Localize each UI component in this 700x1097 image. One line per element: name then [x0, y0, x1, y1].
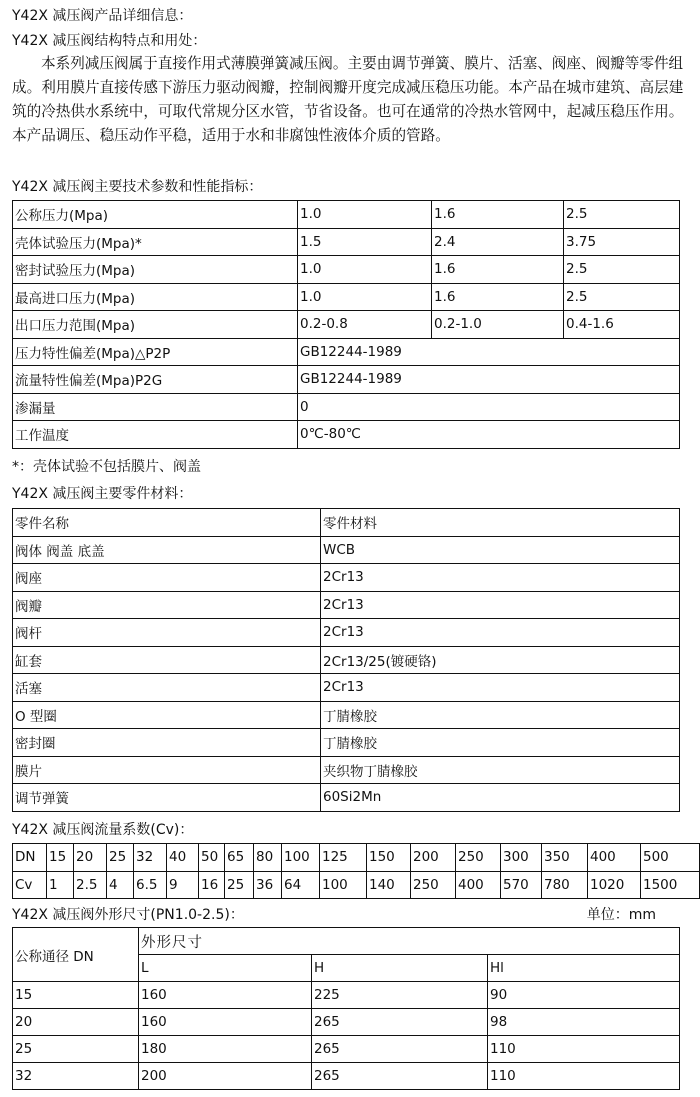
h-value: 265 — [312, 1036, 488, 1063]
part-material: 2Cr13 — [321, 591, 680, 619]
l-value: 200 — [139, 1063, 312, 1090]
part-name: 膜片 — [13, 756, 321, 784]
column-header-dn: 公称通径 DN — [13, 928, 139, 982]
h-value: 265 — [312, 1063, 488, 1090]
part-name: 阀体 阀盖 底盖 — [13, 536, 321, 564]
dn-value: 15 — [47, 844, 74, 872]
dn-value: 25 — [13, 1036, 139, 1063]
row-label: Cv — [13, 871, 47, 899]
part-material: 丁腈橡胶 — [321, 729, 680, 757]
param-value: 0.4-1.6 — [564, 311, 680, 339]
param-value: 2.5 — [564, 256, 680, 284]
dn-value: 20 — [13, 1009, 139, 1036]
dn-value: 350 — [542, 844, 588, 872]
dn-value: 20 — [74, 844, 107, 872]
table-row — [13, 338, 680, 366]
cv-value: 570 — [501, 871, 542, 899]
tech-params-title: Y42X 减压阀主要技术参数和性能指标： — [12, 179, 263, 195]
dn-value: 25 — [107, 844, 134, 872]
param-value: 1.0 — [298, 256, 432, 284]
description — [12, 52, 684, 148]
table-row — [13, 756, 680, 784]
l-value: 160 — [139, 1009, 312, 1036]
table-row — [13, 1036, 680, 1063]
param-value: 0 — [298, 393, 680, 421]
param-name: 压力特性偏差(Mpa)△P2P — [13, 338, 298, 366]
param-value: 2.5 — [564, 283, 680, 311]
cv-value: 100 — [320, 871, 367, 899]
table-row-cv — [13, 871, 700, 899]
cv-value: 16 — [199, 871, 225, 899]
column-header-hl: Hl — [488, 955, 680, 982]
part-name: 阀瓣 — [13, 591, 321, 619]
h-value: 265 — [312, 1009, 488, 1036]
param-value: 2.4 — [432, 228, 564, 256]
param-value: 3.75 — [564, 228, 680, 256]
part-name: 阀座 — [13, 564, 321, 592]
param-value: 1.6 — [432, 256, 564, 284]
part-material: 丁腈橡胶 — [321, 701, 680, 729]
part-name: 缸套 — [13, 646, 321, 674]
cv-value: 780 — [542, 871, 588, 899]
cv-value: 64 — [282, 871, 320, 899]
param-value: 1.0 — [298, 201, 432, 229]
part-material: 夹织物丁腈橡胶 — [321, 756, 680, 784]
dn-value: 150 — [367, 844, 411, 872]
param-name: 渗漏量 — [13, 393, 298, 421]
part-name: 密封圈 — [13, 729, 321, 757]
table-row — [13, 564, 680, 592]
h-value: 225 — [312, 982, 488, 1009]
param-value: 1.6 — [432, 283, 564, 311]
dn-value: 40 — [167, 844, 199, 872]
cv-value: 36 — [254, 871, 282, 899]
table-row — [13, 674, 680, 702]
table-row-dn — [13, 844, 700, 872]
cv-value: 1020 — [588, 871, 641, 899]
table-row — [13, 982, 680, 1009]
dn-value: 125 — [320, 844, 367, 872]
param-name: 密封试验压力(Mpa) — [13, 256, 298, 284]
dn-value: 300 — [501, 844, 542, 872]
cv-value: 1500 — [641, 871, 700, 899]
table-row — [13, 283, 680, 311]
flow-coefficient-title: Y42X 减压阀流量系数(Cv)： — [12, 822, 194, 838]
part-material: 60Si2Mn — [321, 784, 680, 812]
cv-value: 2.5 — [74, 871, 107, 899]
part-material: 2Cr13 — [321, 564, 680, 592]
param-value: 0℃-80℃ — [298, 421, 680, 449]
hl-value: 110 — [488, 1036, 680, 1063]
dn-value: 100 — [282, 844, 320, 872]
tech-params-table — [12, 200, 680, 449]
cv-value: 6.5 — [134, 871, 167, 899]
column-header-l: L — [139, 955, 312, 982]
table-row — [13, 646, 680, 674]
hl-value: 110 — [488, 1063, 680, 1090]
table-row — [13, 784, 680, 812]
param-name: 工作温度 — [13, 421, 298, 449]
table-row — [13, 619, 680, 647]
param-value: 2.5 — [564, 201, 680, 229]
param-value: 0.2-1.0 — [432, 311, 564, 339]
table-row — [13, 729, 680, 757]
dn-value: 200 — [411, 844, 456, 872]
column-header-dimensions: 外形尺寸 — [139, 928, 680, 955]
part-material: 2Cr13/25(镀硬铬) — [321, 646, 680, 674]
part-material: 2Cr13 — [321, 619, 680, 647]
column-header: 零件名称 — [13, 509, 321, 537]
dn-value: 15 — [13, 982, 139, 1009]
dn-value: 400 — [588, 844, 641, 872]
l-value: 180 — [139, 1036, 312, 1063]
dn-value: 65 — [225, 844, 254, 872]
param-name: 公称压力(Mpa) — [13, 201, 298, 229]
cv-value: 9 — [167, 871, 199, 899]
cv-value: 140 — [367, 871, 411, 899]
part-name: 阀杆 — [13, 619, 321, 647]
tech-note: *：壳体试验不包括膜片、阀盖 — [12, 459, 201, 475]
row-label: DN — [13, 844, 47, 872]
param-value: 1.5 — [298, 228, 432, 256]
param-name: 壳体试验压力(Mpa)* — [13, 228, 298, 256]
dn-value: 500 — [641, 844, 700, 872]
table-row — [13, 393, 680, 421]
cv-value: 4 — [107, 871, 134, 899]
hl-value: 98 — [488, 1009, 680, 1036]
table-row — [13, 1063, 680, 1090]
param-name: 最高进口压力(Mpa) — [13, 283, 298, 311]
heading-structure: Y42X 减压阀结构特点和用处： — [12, 33, 207, 49]
table-row — [13, 201, 680, 229]
dn-value: 50 — [199, 844, 225, 872]
dimensions-table — [12, 927, 680, 1090]
table-row — [13, 366, 680, 394]
dn-value: 32 — [13, 1063, 139, 1090]
param-value: 1.0 — [298, 283, 432, 311]
param-name: 出口压力范围(Mpa) — [13, 311, 298, 339]
table-row — [13, 701, 680, 729]
part-name: O 型圈 — [13, 701, 321, 729]
table-row — [13, 509, 680, 537]
table-row — [13, 421, 680, 449]
flow-coefficient-table — [12, 843, 700, 899]
description-paragraph-1: 本系列减压阀属于直接作用式薄膜弹簧减压阀。主要由调节弹簧、膜片、活塞、阀座、阀瓣等零件组成。利用膜片直接传感下游压力驱动阀瓣，控制阀瓣开度完成减压稳压功能。本产品在城市建筑、高层建筑的冷热供水系统中，可取代常规分区水管，节省设备。也可在通常的冷热水管网中，起减压稳压作用。 — [12, 55, 684, 120]
dimensions-title: Y42X 减压阀外形尺寸(PN1.0-2.5)： — [12, 907, 244, 923]
table-row — [13, 256, 680, 284]
part-name: 调节弹簧 — [13, 784, 321, 812]
cv-value: 250 — [411, 871, 456, 899]
table-row — [13, 591, 680, 619]
dn-value: 80 — [254, 844, 282, 872]
param-value: 1.6 — [432, 201, 564, 229]
dimensions-unit: 单位：mm — [586, 907, 656, 923]
cv-value: 1 — [47, 871, 74, 899]
part-name: 活塞 — [13, 674, 321, 702]
dn-value: 32 — [134, 844, 167, 872]
cv-value: 25 — [225, 871, 254, 899]
table-row — [13, 228, 680, 256]
param-value: GB12244-1989 — [298, 338, 680, 366]
part-material: WCB — [321, 536, 680, 564]
table-header-row — [13, 928, 680, 955]
table-row — [13, 311, 680, 339]
description-paragraph-2: 本产品调压、稳压动作平稳，适用于水和非腐蚀性液体介质的管路。 — [12, 127, 450, 144]
table-row — [13, 536, 680, 564]
l-value: 160 — [139, 982, 312, 1009]
hl-value: 90 — [488, 982, 680, 1009]
materials-title: Y42X 减压阀主要零件材料： — [12, 486, 193, 502]
param-value: 0.2-0.8 — [298, 311, 432, 339]
cv-value: 400 — [456, 871, 501, 899]
dn-value: 250 — [456, 844, 501, 872]
column-header: 零件材料 — [321, 509, 680, 537]
heading-product-info: Y42X 减压阀产品详细信息： — [12, 8, 193, 24]
part-material: 2Cr13 — [321, 674, 680, 702]
table-row — [13, 1009, 680, 1036]
param-value: GB12244-1989 — [298, 366, 680, 394]
column-header-h: H — [312, 955, 488, 982]
param-name: 流量特性偏差(Mpa)P2G — [13, 366, 298, 394]
materials-table — [12, 508, 680, 812]
